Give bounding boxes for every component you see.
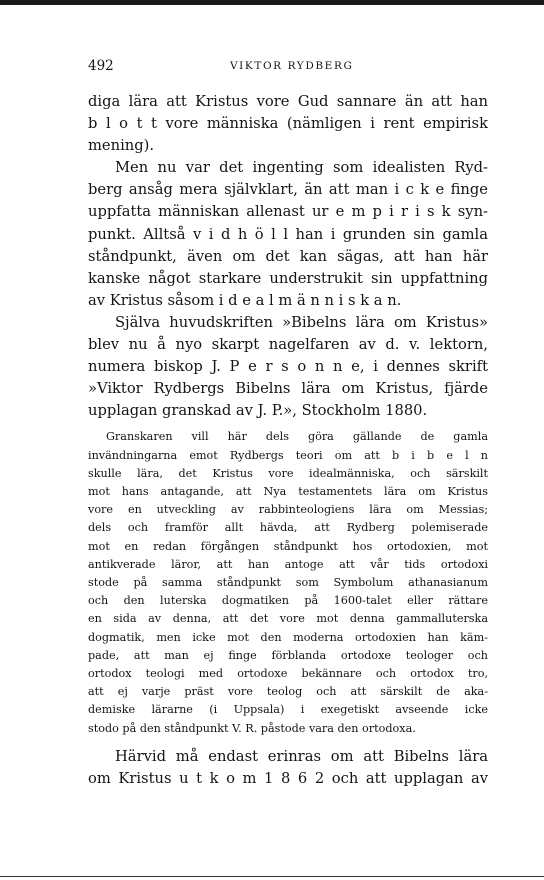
- note-line: mot hans antagande, att Nya testamentets lära om Kristus: [88, 485, 488, 499]
- text-line: punkt. Alltså v i d h ö l l han i grunden sin gamla: [88, 225, 488, 243]
- closing-text: [88, 746, 488, 790]
- note-line: stode på samma ståndpunkt som Symbolum athanasianum: [88, 576, 488, 590]
- note-line: stodo på den ståndpunkt V. R. påstode vara den ortodoxa.: [88, 721, 416, 735]
- bottom-border-rule: [0, 876, 544, 877]
- page-body: [88, 91, 488, 790]
- page-header: [88, 58, 488, 78]
- note-line: en sida av denna, att det vore mot denna gammalluterska: [88, 612, 488, 626]
- text-line: berg ansåg mera självklart, än att man i c k e finge: [88, 181, 488, 199]
- note-line: skulle lära, det Kristus vore idealmänniska, och särskilt: [88, 466, 488, 480]
- note-line: och den luterska dogmatiken på 1600-talet eller rättare: [88, 594, 488, 608]
- main-text: [88, 91, 488, 422]
- note-line: mot en redan förgången ståndpunkt hos ortodoxien, mot: [88, 539, 488, 553]
- small-print-note: [88, 428, 488, 737]
- text-line: kanske något starkare understrukit sin uppfattning: [88, 269, 488, 287]
- note-line: demiske lärarne (i Uppsala) i exegetiskt avseende icke: [88, 703, 488, 717]
- top-border-rule: [0, 0, 544, 5]
- text-line: uppfatta människan allenast ur e m p i r i s k syn-: [88, 203, 488, 221]
- note-line: dogmatik, men icke mot den moderna ortodoxien han käm-: [88, 630, 488, 644]
- note-line: ortodox teologi med ortodoxe bekännare och ortodox tro,: [88, 667, 488, 681]
- text-line: numera biskop J. P e r s o n n e, i dennes skrift: [88, 358, 488, 376]
- note-line: antikverade läror, att han antoge att vår tids ortodoxi: [88, 557, 488, 571]
- text-line: ståndpunkt, även om det kan sägas, att han här: [88, 247, 488, 265]
- text-line: b l o t t vore människa (nämligen i rent empirisk: [88, 115, 488, 133]
- note-line: pade, att man ej finge förblanda ortodoxe teologer och: [88, 648, 488, 662]
- text-line: om Kristus u t k o m 1 8 6 2 och att upplagan av: [88, 769, 488, 787]
- note-line: att ej varje präst vore teolog och att särskilt de aka-: [88, 685, 488, 699]
- page-number: 492: [88, 58, 114, 74]
- text-line: av Kristus såsom i d e a l m ä n n i s k a n.: [88, 291, 402, 309]
- note-line: vore en utveckling av rabbinteologiens lära om Messias;: [88, 503, 488, 517]
- text-line: upplagan granskad av J. P.», Stockholm 1880.: [88, 402, 428, 420]
- text-line: Men nu var det ingenting som idealisten Ryd-: [115, 159, 488, 177]
- text-line: Härvid må endast erinras om att Bibelns lära: [115, 747, 488, 765]
- note-line: dels och framför allt hävda, att Rydberg polemiserade: [88, 521, 488, 535]
- note-line: Granskaren vill här dels göra gällande de gamla: [106, 430, 488, 444]
- text-line: diga lära att Kristus vore Gud sannare än att han: [88, 93, 488, 110]
- text-line: »Viktor Rydbergs Bibelns lära om Kristus, fjärde: [88, 380, 488, 398]
- text-line: mening).: [88, 137, 155, 155]
- text-line: blev nu å nyo skarpt nagelfaren av d. v. lektorn,: [88, 336, 488, 354]
- note-line: invändningarna emot Rydbergs teori om att b i b e l n: [88, 448, 488, 462]
- running-head: VIKTOR RYDBERG: [230, 60, 354, 72]
- text-line: Själva huvudskriften »Bibelns lära om Kristus»: [115, 313, 488, 331]
